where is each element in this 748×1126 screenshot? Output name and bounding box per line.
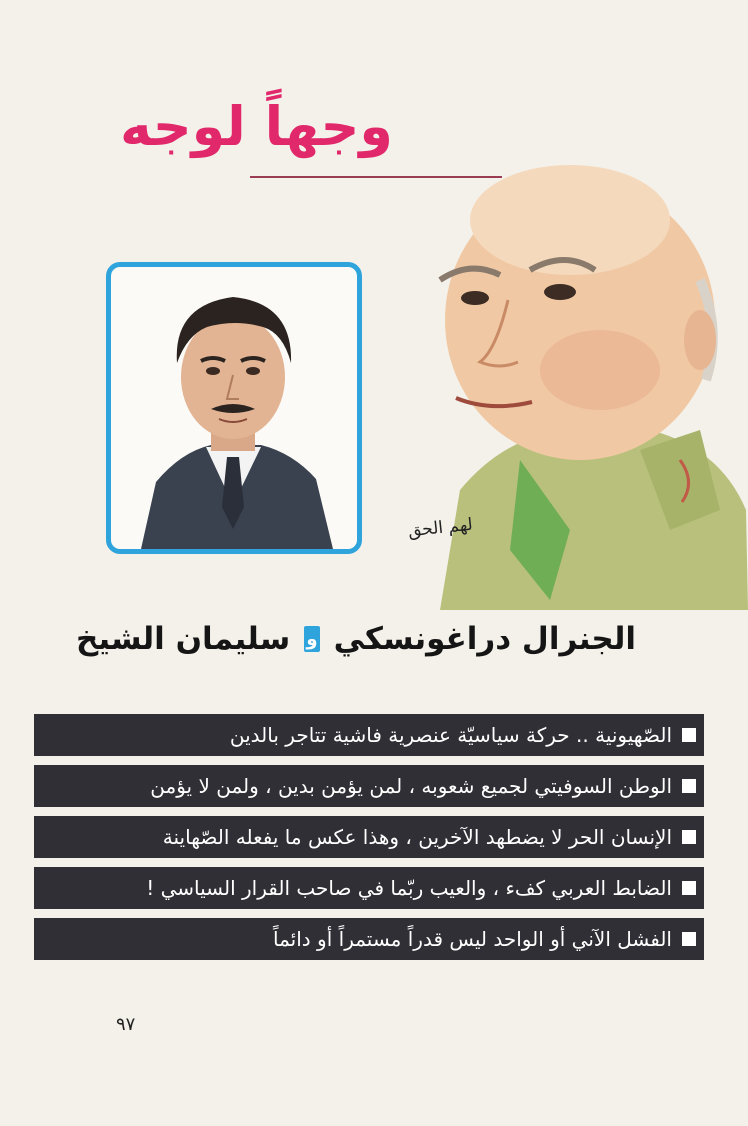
artist-signature: لهم الحق (407, 514, 474, 542)
square-bullet-icon (682, 830, 696, 844)
headline-list (34, 714, 704, 969)
conjunction-badge: و (304, 626, 319, 652)
name-second: سليمان الشيخ (76, 621, 291, 657)
headline-banner (34, 714, 704, 756)
headline-text: الفشل الآني أو الواحد ليس قدراً مستمراً أو دائماً (273, 927, 672, 951)
headline-text: الضابط العربي كفء ، والعيب ربّما في صاحب القرار السياسي ! (146, 876, 672, 900)
page-number: ٩٧ (116, 1014, 136, 1035)
headline-text: الصّهيونية .. حركة سياسيّة عنصرية فاشية تتاجر بالدين (229, 723, 672, 747)
headline-banner (34, 816, 704, 858)
square-bullet-icon (682, 779, 696, 793)
square-bullet-icon (682, 728, 696, 742)
headline-banner (34, 918, 704, 960)
name-first: الجنرال دراغونسكي (333, 621, 636, 657)
square-bullet-icon (682, 881, 696, 895)
square-bullet-icon (682, 932, 696, 946)
headline-banner (34, 867, 704, 909)
portrait-suit-illustration (111, 267, 357, 549)
headline-banner (34, 765, 704, 807)
headline-text: الإنسان الحر لا يضطهد الآخرين ، وهذا عكس ما يفعله الصّهاينة (162, 825, 672, 849)
framed-portrait (106, 262, 362, 554)
headline-text: الوطن السوفيتي لجميع شعوبه ، لمن يؤمن بدين ، ولمن لا يؤمن (150, 774, 672, 798)
page-title: وجهاً لوجه (119, 95, 393, 158)
names-heading (76, 616, 636, 662)
portrait-general-illustration (400, 130, 748, 610)
